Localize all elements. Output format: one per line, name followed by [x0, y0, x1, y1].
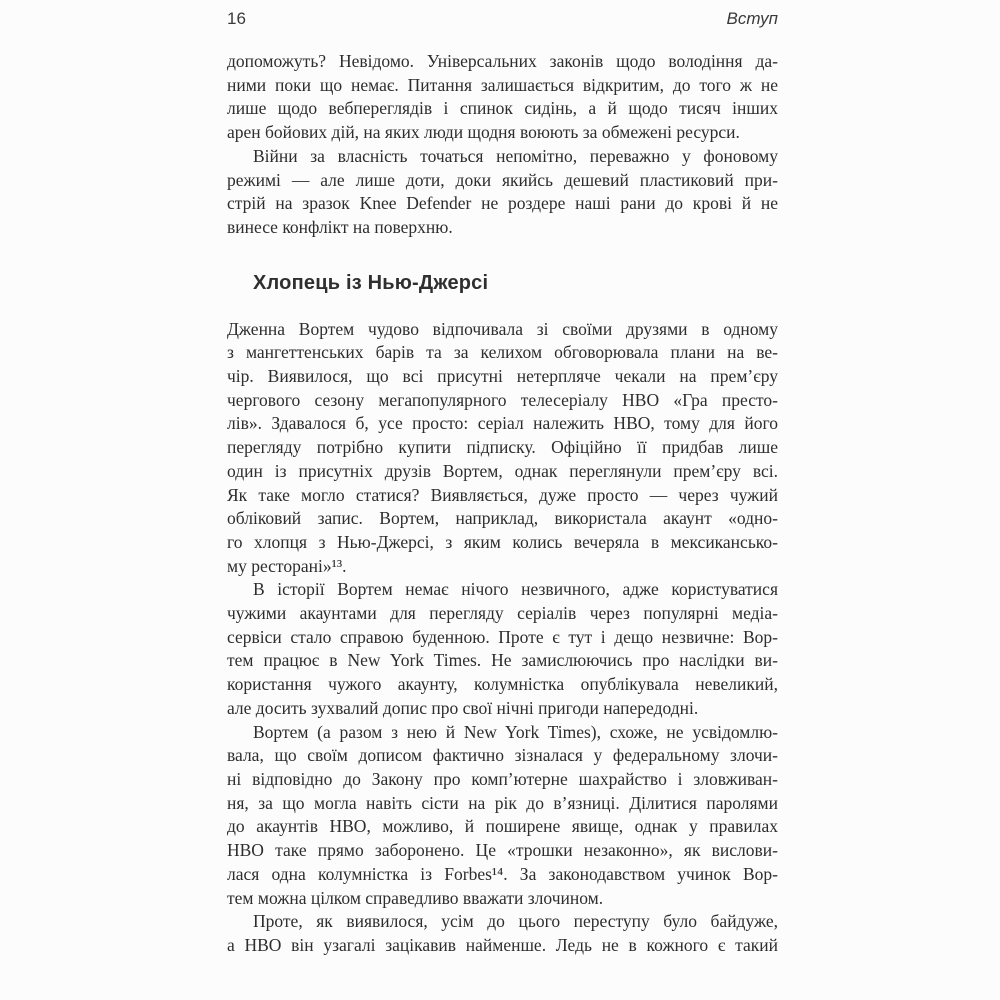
- running-chapter-title: Вступ: [726, 9, 778, 28]
- text-line: Як таке могло статися? Виявляється, дуже просто — через чужий: [227, 484, 778, 505]
- text-line: чужими акаунтами для перегляду серіалів через популярні медіа-: [227, 603, 778, 624]
- text-line: винесе конфлікт на поверхню.: [227, 216, 453, 237]
- text-line: перегляду потрібно купити підписку. Офіційно її придбав лише: [227, 437, 778, 458]
- text-line: сервіси стало справою буденною. Проте є тут і дещо незвичне: Вор-: [227, 626, 778, 647]
- text-line: але досить зухвалий допис про свої нічні пригоди напередодні.: [227, 697, 699, 718]
- text-line: Проте, як виявилося, усім до цього переступу було байдуже,: [253, 911, 778, 932]
- text-line: му ресторані»¹³.: [227, 555, 347, 576]
- text-line: до акаунтів НВО, можливо, й поширене явище, однак у правилах: [227, 816, 778, 837]
- text-line: Вортем (а разом з нею й New York Times), схоже, не усвідомлю-: [253, 721, 778, 742]
- text-line: го хлопця з Нью-Джерсі, з яким колись вечеряла в мексикансько-: [227, 531, 778, 552]
- paragraph: [227, 721, 778, 911]
- text-line: користання чужого акаунту, колумністка опублікувала невеликий,: [227, 674, 778, 695]
- text-line: а НВО він узагалі зацікавив найменше. Ледь не в кожного є такий: [227, 934, 778, 955]
- text-line: з мангеттенських барів та за келихом обговорювала плани на ве-: [227, 342, 778, 363]
- text-line: вала, що своїм дописом фактично зізналася у федеральному злочи-: [227, 745, 778, 766]
- text-line: обліковий запис. Вортем, наприклад, використала акаунт «одно-: [227, 508, 778, 529]
- text-line: ні відповідно до Закону про комп’ютерне шахрайство і зловживан-: [227, 768, 778, 789]
- text-line: чір. Виявилося, що всі присутні нетерпляче чекали на прем’єру: [227, 366, 778, 387]
- section-heading: Хлопець із Нью-Джерсі: [253, 271, 489, 294]
- text-line: лів». Здавалося б, усе просто: серіал належить НВО, тому для його: [227, 413, 778, 434]
- paragraph: [227, 50, 778, 145]
- paragraph: [227, 910, 778, 957]
- text-line: допоможуть? Невідомо. Універсальних законів щодо володіння да-: [227, 51, 778, 71]
- text-line: режимі — але лише доти, доки якийсь дешевий пластиковий при-: [227, 169, 778, 190]
- text-line: лише щодо вебпереглядів і спинок сидінь, а й щодо тисяч інших: [227, 98, 778, 119]
- text-line: НВО таке прямо заборонено. Це «трошки незаконно», як вислови-: [227, 840, 778, 861]
- text-line: стрій на зразок Knee Defender не роздере наші рани до крові й не: [227, 193, 778, 214]
- page-number: 16: [227, 9, 246, 28]
- text-line: арен бойових дій, на яких люди щодня воюють за обмежені ресурси.: [227, 122, 740, 143]
- text-line: один із присутніх друзів Вортем, однак переглянули прем’єру всі.: [227, 460, 778, 481]
- text-line: Війни за власність точаться непомітно, переважно у фоновому: [253, 145, 778, 166]
- paragraph: [227, 145, 778, 240]
- text-line: чергового сезону мегапопулярного телесеріалу НВО «Гра престо-: [227, 389, 778, 410]
- page-header: [227, 9, 778, 29]
- text-line: тем працює в New York Times. Не замислюючись про наслідки ви-: [227, 650, 778, 671]
- paragraph: [227, 318, 778, 579]
- paragraph: [227, 578, 778, 720]
- text-line: ня, за що могла навіть сісти на рік до в’язниці. Ділитися паролями: [227, 792, 778, 813]
- page-body: [227, 50, 778, 958]
- text-line: лася одна колумністка із Forbes¹⁴. За законодавством учинок Вор-: [227, 863, 778, 884]
- text-line: тем можна цілком справедливо вважати злочином.: [227, 887, 604, 908]
- text-line: Дженна Вортем чудово відпочивала зі своїми друзями в одному: [227, 318, 778, 339]
- text-line: В історії Вортем немає нічого незвичного, адже користуватися: [253, 579, 778, 600]
- text-line: ними поки що немає. Питання залишається відкритим, до того ж не: [227, 74, 778, 95]
